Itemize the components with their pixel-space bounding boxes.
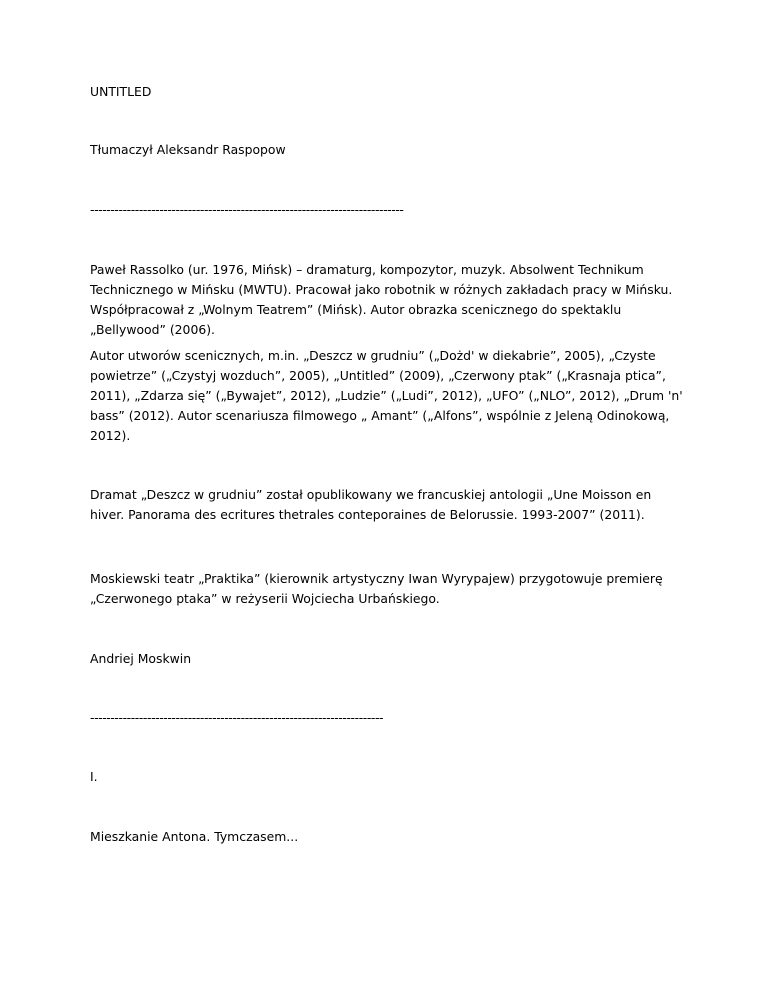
document-title: UNTITLED	[90, 84, 152, 99]
works-paragraph: Autor utworów scenicznych, m.in. „Deszcz w grudniu” („Dożd' w diekabrie”, 2005), „Czyste powietrze” („Czystyj wozduch”, 2005), „Untitled” (2009), „Czerwony ptak” („Krasnaja ptica”, 2011), „Zdarza się” („Bywajet”, 2012), „Ludzie” („Ludi”, 2012), „UFO” („NLO”, 2012), „Drum 'n' bass” (2012). Autor scenariusza filmowego „ Amant” („Alfons”, wspólnie z Jeleną Odinokową, 2012).	[90, 348, 687, 443]
publication-paragraph: Dramat „Deszcz w grudniu” został opublikowany we francuskiej antologii „Une Moisson en hiver. Panorama des ecritures thetrales conteporaines de Belorussie. 1993-2007” (2011).	[90, 487, 656, 522]
premiere-paragraph: Moskiewski teatr „Praktika” (kierownik artystyczny Iwan Wyrypajew) przygotowuje premierę „Czerwonego ptaka” w reżyserii Wojciecha Urbańskiego.	[90, 571, 667, 606]
section-separator: -----------------------------------------------------------------------------	[90, 202, 404, 217]
biography-paragraph: Paweł Rassolko (ur. 1976, Mińsk) – dramaturg, kompozytor, muzyk. Absolwent Technikum Technicznego w Mińsku (MWTU). Pracował jako robotnik w różnych zakładach pracy w Mińsku. Współpracował z „Wolnym Teatrem” (Mińsk). Autor obrazka scenicznego do spektaklu „Bellywood” (2006).	[90, 262, 677, 337]
section-separator: ------------------------------------------------------------------------	[90, 710, 384, 725]
act-number: I.	[90, 769, 98, 784]
translator-credit: Tłumaczył Aleksandr Raspopow	[90, 142, 286, 157]
note-author: Andriej Moskwin	[90, 651, 192, 666]
scene-heading: Mieszkanie Antona. Tymczasem...	[90, 829, 299, 844]
